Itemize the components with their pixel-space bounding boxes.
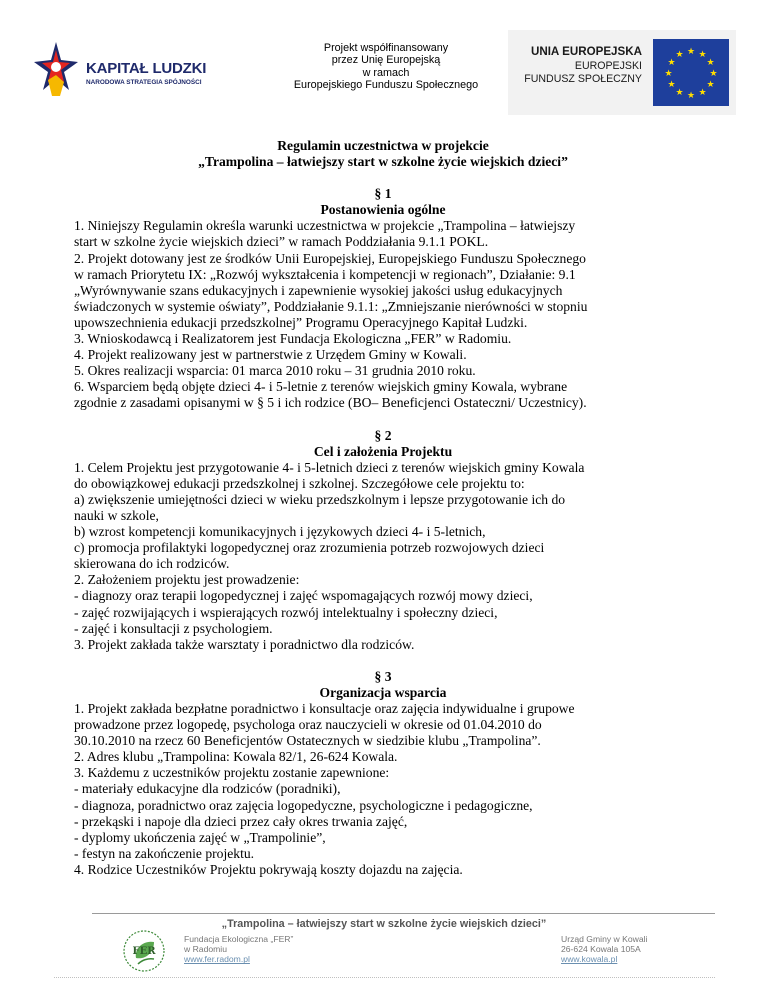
text-line: c) promocja profilaktyki logopedycznej oraz zrozumienia potrzeb rozwojowych dzieci	[74, 540, 545, 556]
text-line: - materiały edukacyjne dla rodziców (poradniki),	[74, 781, 341, 797]
eu-text	[520, 44, 642, 86]
section-1-number: § 1	[374, 186, 392, 202]
text-line: 5. Okres realizacji wsparcia: 01 marca 2010 roku – 31 grudnia 2010 roku.	[74, 363, 476, 379]
text-line: w ramach Priorytetu IX: „Rozwój wykształcenia i kompetencji w regionach”, Działanie: 9.1	[74, 266, 576, 282]
fer-foundation-logo-icon	[114, 928, 174, 974]
svg-text:★: ★	[698, 88, 707, 98]
svg-text:★: ★	[698, 50, 707, 60]
page-header	[0, 22, 768, 114]
text-line: 1. Niniejszy Regulamin określa warunki uczestnictwa w projekcie „Trampolina – łatwiejszy	[74, 218, 576, 234]
municipality-name: Urząd Gminy w Kowali	[561, 934, 648, 944]
text-line: 30.10.2010 na rzecz 60 Beneficjentów Ostatecznych w siedzibie klubu „Trampolina”.	[74, 733, 541, 749]
section-2-number: § 2	[374, 427, 392, 443]
eu-logo-block	[508, 30, 736, 115]
text-line: - przekąski i napoje dla dzieci przez cały okres trwania zajęć,	[74, 813, 408, 829]
section-1-body	[74, 218, 692, 411]
cofinancing-line: w ramach	[362, 66, 410, 79]
svg-text:★: ★	[675, 50, 684, 60]
svg-text:★: ★	[709, 69, 718, 79]
text-line: start w szkolne życie wiejskich dzieci” w ramach Poddziałania 9.1.1 POKL.	[74, 234, 489, 250]
kapital-ludzki-logo	[34, 40, 224, 100]
cofinancing-line: Projekt współfinansowany	[323, 42, 449, 54]
cofinancing-note	[288, 42, 484, 91]
cofinancing-line: Europejskiego Funduszu Społecznego	[293, 78, 479, 91]
text-line: 2. Projekt dotowany jest ze środków Unii Europejskiej, Europejskiego Funduszu Społecznego	[74, 250, 586, 266]
svg-text:★: ★	[706, 80, 715, 90]
text-line: 1. Celem Projektu jest przygotowanie 4- i 5-letnich dzieci z terenów wiejskich gminy Kowala	[74, 459, 585, 475]
kapital-ludzki-title: KAPITAŁ LUDZKI	[86, 60, 207, 77]
footer-municipality-contact	[561, 934, 647, 965]
text-line: 6. Wsparciem będą objęte dzieci 4- i 5-letnie z terenów wiejskich gminy Kowala, wybrane	[74, 379, 568, 395]
eu-fund-line: EUROPEJSKI	[574, 60, 642, 72]
svg-text:★: ★	[664, 69, 673, 79]
text-line: nauki w szkole,	[74, 507, 159, 523]
text-line: upowszechnienia edukacji przedszkolnej” Programu Operacyjnego Kapitał Ludzki.	[74, 314, 528, 330]
eu-title: UNIA EUROPEJSKA	[530, 45, 642, 58]
municipality-website-link[interactable]: www.kowala.pl	[561, 954, 618, 965]
text-line: 3. Każdemu z uczestników projektu zostanie zapewnione:	[74, 765, 390, 781]
text-line: - dyplomy ukończenia zajęć w „Trampolinie”,	[74, 829, 326, 845]
text-line: 4. Projekt realizowany jest w partnerstwie z Urzędem Gminy w Kowali.	[74, 347, 467, 363]
section-2-body	[74, 460, 692, 653]
municipality-address: 26-624 Kowala 105A	[561, 944, 641, 955]
foundation-website-link[interactable]: www.fer.radom.pl	[184, 954, 250, 965]
text-line: 4. Rodzice Uczestników Projektu pokrywają koszty dojazdu na zajęcia.	[74, 861, 463, 877]
text-line: - diagnoza, poradnictwo oraz zajęcia logopedyczne, psychologiczne i pedagogiczne,	[74, 797, 533, 813]
svg-text:★: ★	[686, 91, 696, 101]
kapital-ludzki-star-icon	[34, 40, 78, 98]
text-line: 3. Wnioskodawcą i Realizatorem jest Fundacja Ekologiczna „FER” w Radomiu.	[74, 331, 512, 347]
svg-text:★: ★	[686, 47, 696, 57]
text-line: b) wzrost kompetencji komunikacyjnych i językowych dzieci 4- i 5-letnich,	[74, 524, 486, 540]
footer-project-title: „Trampolina – łatwiejszy start w szkolne życie wiejskich dzieci”	[221, 918, 547, 930]
text-line: - zajęć rozwijających i wspierających rozwój intelektualny i społeczny dzieci,	[74, 604, 498, 620]
text-line: świadczonych w systemie oświaty”, Poddziałanie 9.1.1: „Zmniejszanie nierówności w stopniu	[74, 298, 588, 314]
section-1-heading: Postanowienia ogólne	[320, 202, 446, 218]
text-line: - festyn na zakończenie projektu.	[74, 845, 255, 861]
text-line: 2. Adres klubu „Trampolina: Kowala 82/1, 26-624 Kowala.	[74, 749, 398, 765]
text-line: „Wyrównywanie szans edukacyjnych i zapewnienie wysokiej jakości usług edukacyjnych	[74, 282, 563, 298]
text-line: zgodnie z zasadami opisanymi w § 5 i ich rodzice (BO– Beneficjenci Ostateczni/ Uczestnicy).	[74, 395, 587, 411]
page-bottom-divider	[54, 977, 715, 979]
svg-text:★: ★	[667, 58, 676, 68]
svg-text:★: ★	[675, 88, 684, 98]
svg-text:FER: FER	[132, 946, 156, 957]
text-line: a) zwiększenie umiejętności dzieci w wieku przedszkolnym i lepsze przygotowanie ich do	[74, 491, 566, 507]
document-title: Regulamin uczestnictwa w projekcie	[277, 138, 489, 153]
section-3-body	[74, 701, 692, 878]
footer-foundation-contact	[184, 934, 293, 965]
text-line: 3. Projekt zakłada także warsztaty i poradnictwo dla rodziców.	[74, 636, 415, 652]
cofinancing-line: przez Unię Europejską	[331, 54, 441, 67]
regulation-document	[74, 138, 692, 878]
text-line: 2. Założeniem projektu jest prowadzenie:	[74, 572, 300, 588]
svg-text:★: ★	[667, 80, 676, 90]
text-line: 1. Projekt zakłada bezpłatne poradnictwo i konsultacje oraz zajęcia indywidualne i grupowe	[74, 701, 575, 716]
text-line: - diagnozy oraz terapii logopedycznej i zajęć wspomagających rozwój mowy dzieci,	[74, 588, 533, 604]
svg-text:★: ★	[706, 58, 715, 68]
document-title-project: „Trampolina – łatwiejszy start w szkolne życie wiejskich dzieci”	[198, 154, 568, 170]
foundation-city: w Radomiu	[184, 944, 227, 955]
section-2-heading: Cel i założenia Projektu	[313, 443, 453, 459]
text-line: skierowana do ich rodziców.	[74, 556, 230, 572]
kapital-ludzki-subtitle: NARODOWA STRATEGIA SPÓJNOŚCI	[86, 79, 202, 86]
section-3-number: § 3	[374, 668, 392, 684]
section-3-heading: Organizacja wsparcia	[319, 684, 447, 700]
foundation-name: Fundacja Ekologiczna „FER”	[184, 934, 294, 944]
footer-divider	[92, 913, 715, 914]
text-line: do obowiązkowej edukacji przedszkolnej i szkolnej. Szczegółowe cele projektu to:	[74, 475, 525, 491]
eu-flag-icon	[653, 39, 729, 106]
text-line: - zajęć i konsultacji z psychologiem.	[74, 620, 273, 636]
text-line: prowadzone przez logopedę, psychologa oraz nauczycieli w okresie od 01.04.2010 do	[74, 717, 542, 733]
eu-fund-line: FUNDUSZ SPOŁECZNY	[524, 73, 642, 85]
